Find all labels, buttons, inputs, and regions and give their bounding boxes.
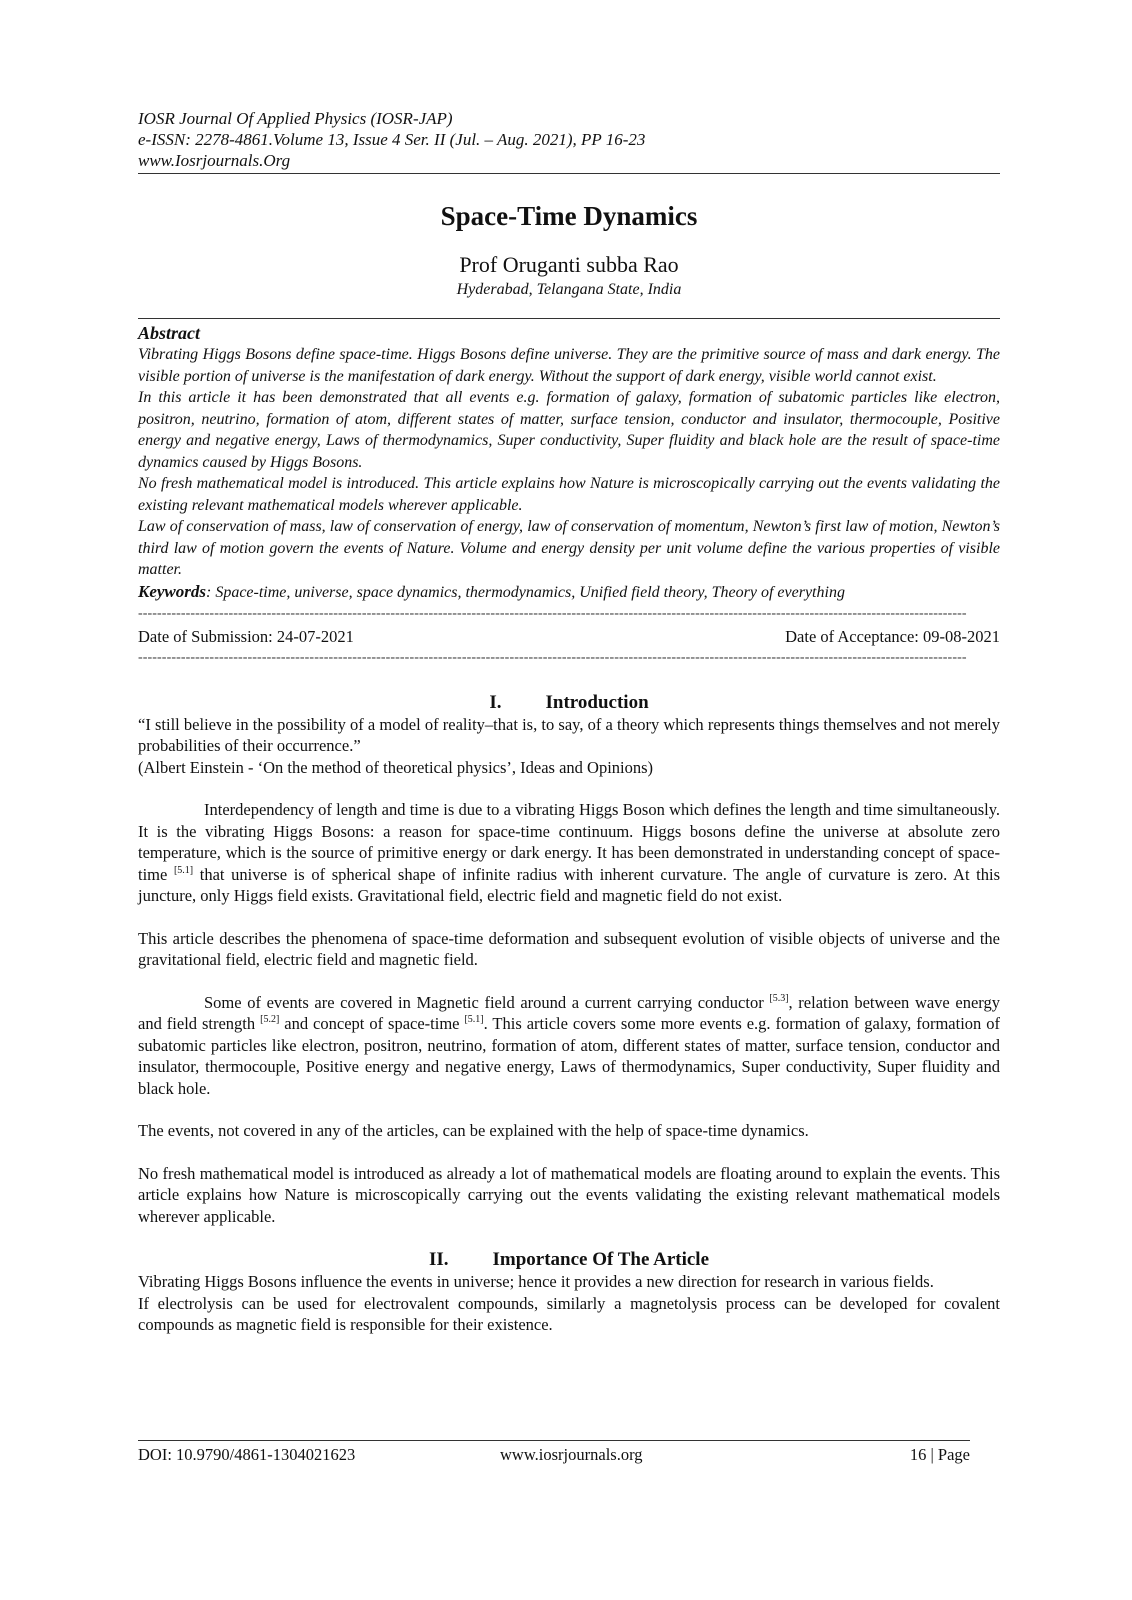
header-rule (138, 173, 1000, 174)
body-paragraph: The events, not covered in any of the articles, can be explained with the help of space-time dynamics. (138, 1121, 809, 1140)
paper-page (138, 108, 1000, 1336)
keywords-line (138, 581, 1000, 604)
author-affiliation: Hyderabad, Telangana State, India (456, 281, 682, 298)
submission-date: Date of Submission: 24-07-2021 (138, 626, 354, 646)
citation-ref: [5.3] (769, 992, 789, 1004)
body-paragraph: Some of events are covered in Magnetic field around a current carrying conductor [5.3], relation between wave energy and field strength [5.2] and concept of space-time [5.1]. This article covers some more events e.g. formation of galaxy, formation of subatomic particles like electron, positron, neutrino, formation of atom, different states of matter, surface tension, conductor and insulator, thermocouple, Positive energy and negative energy, Laws of thermodynamics, Super conductivity, Super fluidity and black hole. (138, 992, 1000, 1098)
paper-title: Space-Time Dynamics (440, 201, 698, 231)
footer-website: www.iosrjournals.org (500, 1445, 643, 1464)
journal-name: IOSR Journal Of Applied Physics (IOSR-JAP) (138, 109, 453, 128)
section-title: Introduction (545, 691, 649, 713)
body-paragraph: No fresh mathematical model is introduced as already a lot of mathematical models are floating around to explain the events. This article explains how Nature is microscopically carrying out the events validating the existing relevant mathematical models wherever applicable. (138, 1163, 1000, 1226)
abstract-paragraph: In this article it has been demonstrated that all events e.g. formation of galaxy, formation of subatomic particles like electron, positron, neutrino, formation of atom, different states of matter, surface tension, conductor and insulator, thermocouple, Positive energy and negative energy, Laws of thermodynamics, Super conductivity, Super fluidity and black hole are the result of space-time dynamics caused by Higgs Bosons. (138, 389, 1000, 471)
section-title: Importance Of The Article (492, 1249, 710, 1270)
abstract-heading: Abstract (138, 323, 201, 343)
author-name: Prof Oruganti subba Rao (459, 252, 679, 277)
body-paragraph: If electrolysis can be used for electrovalent compounds, similarly a magnetolysis process can be developed for covalent compounds as magnetic field is responsible for their existence. (138, 1293, 1000, 1334)
page-footer (138, 1440, 970, 1467)
epigraph-quote: “I still believe in the possibility of a model of reality–that is, to say, of a theory which represents things themselves and not merely probabilities of their occurrence.” (138, 714, 1000, 755)
abstract-top-rule (138, 318, 1000, 319)
dates-row (138, 626, 1000, 648)
body-paragraph: Interdependency of length and time is due to a vibrating Higgs Boson which defines the length and time simultaneously. It is the vibrating Higgs Bosons: a reason for space-time continuum. Higgs bosons define the universe at absolute zero temperature, which is the source of primitive energy or dark energy. It has been demonstrated in understanding concept of space-time [5.1] that universe is of spherical shape of infinite radius with inherent curvature. The angle of curvature is zero. At this juncture, only Higgs field exists. Gravitational field, electric field and magnetic field do not exist. (138, 800, 1001, 905)
footer-rule (138, 1440, 970, 1441)
keywords-label: Keywords (138, 581, 206, 601)
body-paragraph: Vibrating Higgs Bosons influence the events in universe; hence it provides a new direction for research in various fields. (138, 1272, 934, 1291)
footer-page-number: 16 | Page (909, 1445, 970, 1464)
journal-header (138, 108, 1000, 171)
section-number: II. (428, 1249, 449, 1270)
separator-line: ------------------------------------------------------------------------------------------------------------------------------------------------------------------------------ (138, 607, 967, 620)
journal-website: www.Iosrjournals.Org (138, 151, 291, 170)
separator-line: ------------------------------------------------------------------------------------------------------------------------------------------------------------------------------ (138, 651, 967, 664)
abstract-paragraph: Law of conservation of mass, law of conservation of energy, law of conservation of momentum, Newton’s first law of motion, Newton’s third law of motion govern the events of Nature. Volume and energy density per unit volume define the various properties of visible matter. (138, 518, 1000, 578)
abstract-section (138, 322, 1000, 604)
citation-ref: [5.2] (260, 1014, 280, 1025)
body-paragraph: This article describes the phenomena of space-time deformation and subsequent evolution of visible objects of universe and the gravitational field, electric field and magnetic field. (138, 928, 1000, 969)
abstract-paragraph: Vibrating Higgs Bosons define space-time. Higgs Bosons define universe. They are the primitive source of mass and dark energy. The visible portion of universe is the manifestation of dark energy. Without the support of dark energy, visible world cannot exist. (138, 346, 1000, 385)
citation-ref: [5.1] (464, 1014, 484, 1025)
journal-issn: e-ISSN: 2278-4861.Volume 13, Issue 4 Ser. II (Jul. – Aug. 2021), PP 16-23 (138, 130, 646, 149)
keywords-text: : Space-time, universe, space dynamics, thermodynamics, Unified field theory, Theory of everything (206, 583, 845, 601)
footer-doi: DOI: 10.9790/4861-1304021623 (138, 1445, 356, 1464)
abstract-paragraph: No fresh mathematical model is introduced. This article explains how Nature is microscopically carrying out the events validating the existing relevant mathematical models wherever applicable. (138, 475, 1000, 514)
article-body (138, 692, 1000, 1336)
citation-ref: [5.1] (173, 864, 194, 876)
acceptance-date: Date of Acceptance: 09-08-2021 (785, 626, 1000, 646)
section-number: I. (489, 691, 502, 713)
epigraph-source: (Albert Einstein - ‘On the method of theoretical physics’, Ideas and Opinions) (138, 757, 654, 777)
section-heading (138, 1249, 1000, 1271)
section-heading (138, 692, 1000, 714)
